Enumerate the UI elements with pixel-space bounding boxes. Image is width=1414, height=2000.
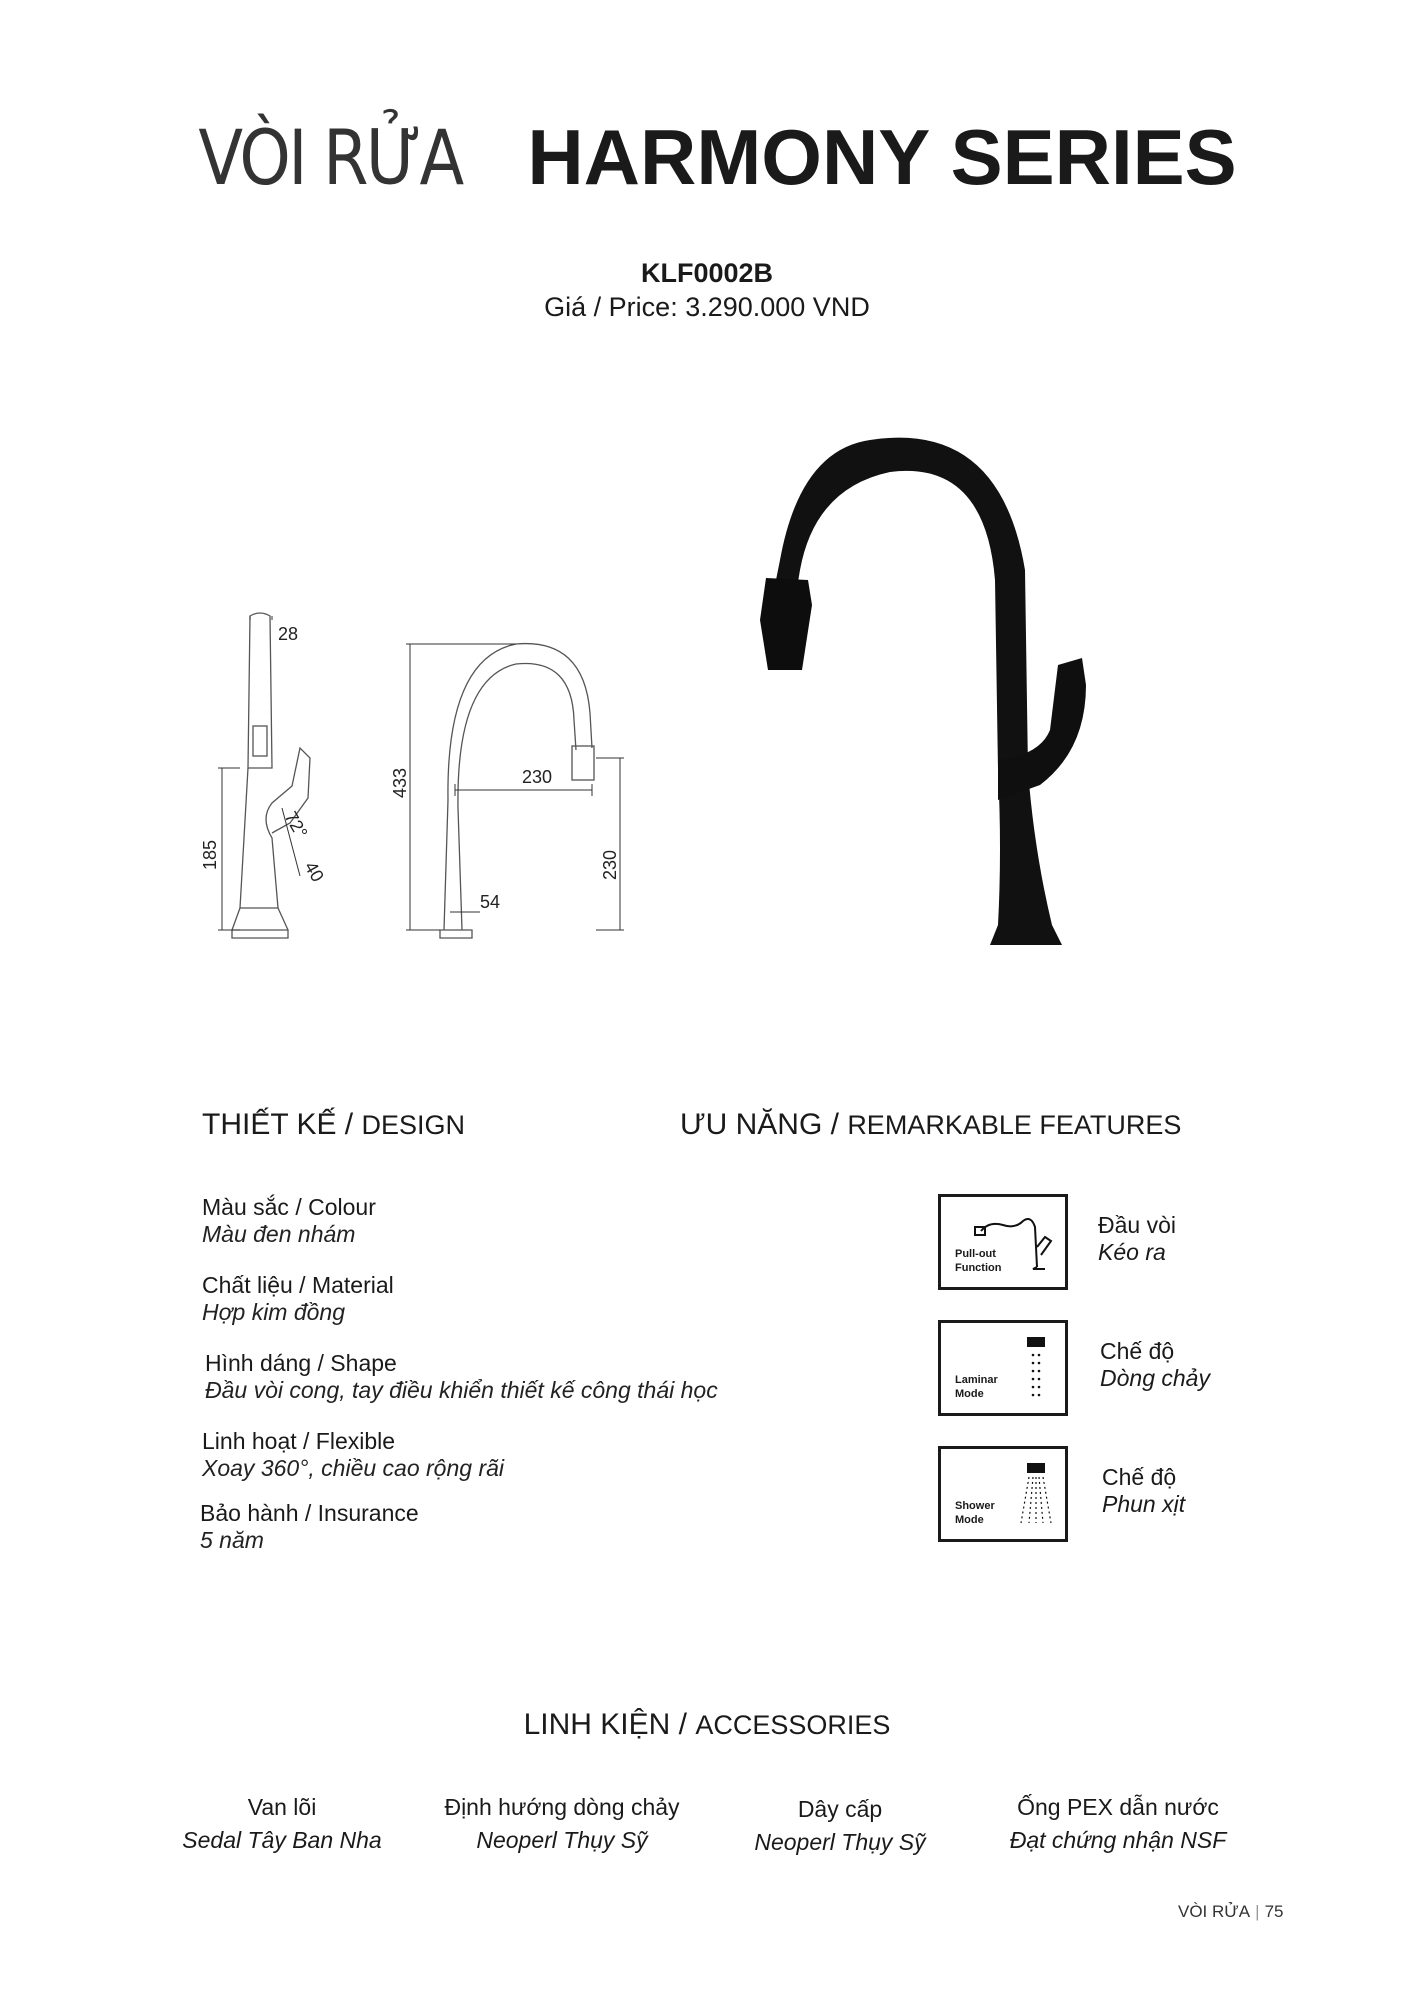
dim-230-horizontal: 230 bbox=[522, 767, 553, 787]
model-code: KLF0002B bbox=[640, 258, 774, 288]
dim-40: 40 bbox=[300, 858, 328, 886]
spec-value: Đầu vòi cong, tay điều khiển thiết kế công thái học bbox=[205, 1377, 718, 1403]
feature-title: Chế độ bbox=[1102, 1464, 1177, 1490]
accessory-name: Định hướng dòng chảy bbox=[444, 1794, 680, 1820]
spec-value: Hợp kim đồng bbox=[202, 1299, 346, 1325]
side-view-spout bbox=[248, 613, 272, 768]
page-number: 75 bbox=[1264, 1902, 1284, 1921]
front-view-spout-outer bbox=[444, 644, 592, 930]
title-light: VÒI RỬA bbox=[198, 113, 462, 202]
accessory-item bbox=[412, 1794, 712, 1854]
accessory-item bbox=[132, 1794, 432, 1854]
accessories-heading: LINH KIỆN / ACCESSORIES bbox=[523, 1708, 891, 1741]
price-text: Giá / Price: 3.290.000 VND bbox=[544, 292, 870, 322]
dim-28: 28 bbox=[278, 624, 299, 644]
feature-subtitle: Kéo ra bbox=[1098, 1239, 1166, 1265]
accessory-desc: Sedal Tây Ban Nha bbox=[182, 1827, 382, 1853]
spec-value: 5 năm bbox=[200, 1527, 264, 1553]
feature-subtitle: Dòng chảy bbox=[1100, 1365, 1210, 1391]
side-view-button bbox=[253, 726, 267, 756]
front-view-head bbox=[572, 746, 594, 780]
spec-label: Màu sắc / Colour bbox=[202, 1194, 376, 1220]
title-bold: HARMONY SERIES bbox=[527, 113, 1237, 201]
feature-subtitle: Phun xịt bbox=[1102, 1491, 1186, 1517]
technical-drawing bbox=[200, 608, 660, 948]
spec-material bbox=[202, 1272, 394, 1326]
spec-flexible bbox=[202, 1428, 504, 1482]
accessory-name: Dây cấp bbox=[797, 1796, 883, 1822]
accessory-desc: Neoperl Thụy Sỹ bbox=[476, 1827, 648, 1853]
feature-title: Đầu vòi bbox=[1098, 1212, 1176, 1238]
feature-laminar-text bbox=[1100, 1338, 1210, 1392]
accessory-desc: Đạt chứng nhận NSF bbox=[1009, 1827, 1227, 1853]
footer-section: VÒI RỬA bbox=[1178, 1902, 1251, 1921]
dim-185: 185 bbox=[200, 839, 220, 870]
spec-label: Chất liệu / Material bbox=[202, 1272, 394, 1298]
faucet-pull-out-head bbox=[760, 578, 812, 670]
accessory-name: Ống PEX dẫn nước bbox=[1017, 1794, 1219, 1820]
dim-72: 72° bbox=[280, 808, 312, 842]
faucet-body bbox=[776, 438, 1062, 945]
spec-label: Bảo hành / Insurance bbox=[200, 1500, 419, 1526]
feature-pull-out-box bbox=[938, 1194, 1068, 1290]
dimension-lines bbox=[218, 616, 624, 930]
spec-label: Hình dáng / Shape bbox=[205, 1350, 397, 1376]
feature-laminar-box bbox=[938, 1320, 1068, 1416]
feature-shower-text bbox=[1102, 1464, 1185, 1518]
spec-colour bbox=[202, 1194, 376, 1248]
page-footer bbox=[1178, 1902, 1284, 1922]
feature-caption: Pull-out Function bbox=[955, 1248, 1002, 1274]
feature-shower-box bbox=[938, 1446, 1068, 1542]
footer-separator: | bbox=[1255, 1902, 1260, 1921]
features-heading: ƯU NĂNG / REMARKABLE FEATURES bbox=[680, 1108, 1182, 1141]
dim-433: 433 bbox=[390, 767, 410, 798]
faucet-product-image bbox=[740, 430, 1100, 950]
front-view-base bbox=[440, 930, 472, 938]
dim-230-vertical: 230 bbox=[600, 849, 620, 880]
accessory-name: Van lõi bbox=[247, 1794, 317, 1820]
spec-value: Màu đen nhám bbox=[202, 1221, 356, 1247]
accessory-desc: Neoperl Thụy Sỹ bbox=[754, 1829, 926, 1855]
feature-caption: Shower Mode bbox=[955, 1500, 995, 1526]
page-title bbox=[0, 113, 1414, 202]
accessory-item bbox=[690, 1796, 990, 1856]
spec-value: Xoay 360°, chiều cao rộng rãi bbox=[202, 1455, 504, 1481]
dim-54: 54 bbox=[480, 892, 501, 912]
spec-shape bbox=[205, 1350, 718, 1404]
front-view-spout-inner bbox=[458, 663, 576, 930]
design-heading: THIẾT KẾ / DESIGN bbox=[202, 1108, 466, 1141]
feature-caption: Laminar Mode bbox=[955, 1374, 998, 1400]
spec-label: Linh hoạt / Flexible bbox=[202, 1428, 396, 1454]
accessory-item bbox=[968, 1794, 1268, 1854]
spec-insurance bbox=[200, 1500, 419, 1554]
feature-pull-out-text bbox=[1098, 1212, 1176, 1266]
side-view-base bbox=[232, 930, 288, 938]
feature-title: Chế độ bbox=[1100, 1338, 1175, 1364]
